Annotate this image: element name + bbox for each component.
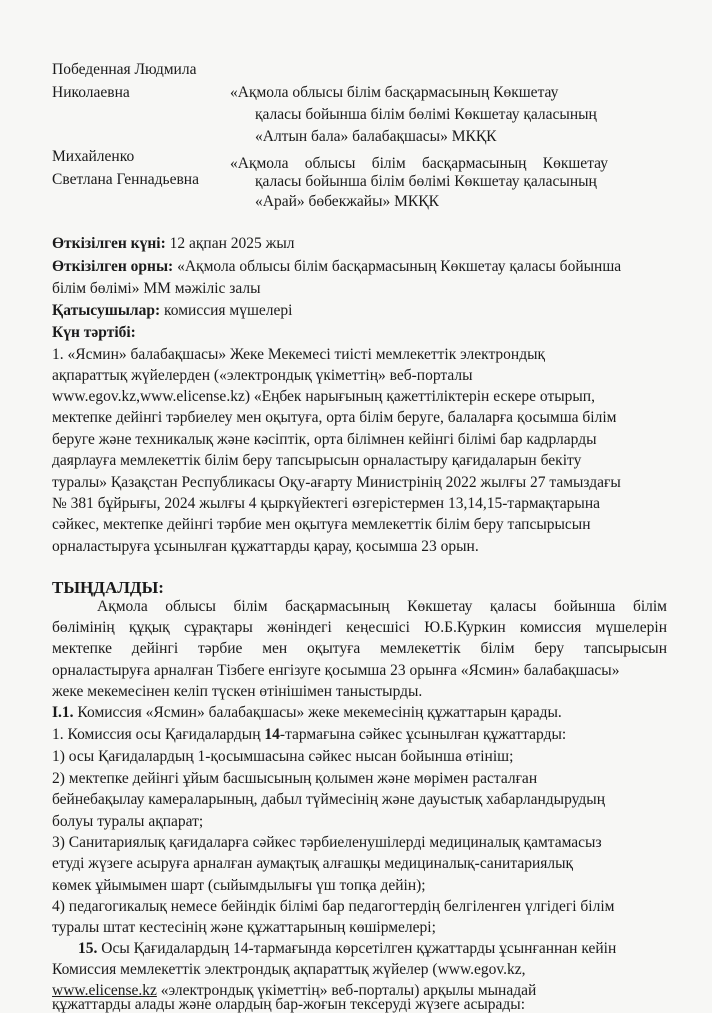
participants-label: Қатысушылар: [52,302,161,319]
agenda-line: орналастыруға ұсынылған құжаттарды қарау, қосымша 23 орын. [52,538,479,555]
point-1 [52,725,566,745]
meeting-date-value: 12 ақпан 2025 жыл [165,235,295,252]
point-15-line-4: құжаттарды алады және олардың бар-жоғын тексеруді жүзеге асырады: [52,996,526,1013]
point-1-text-post: -тармағына сәйкес ұсынылған құжаттарды: [279,726,567,743]
document-item-1: 1) осы Қағидалардың 1-қосымшасына сәйкес нысан бойынша өтініш; [52,748,514,765]
agenda-label: Күн тәртібі: [52,324,136,341]
agenda-line: № 381 бұйрығы, 2024 жылғы 4 қыркүйектегі өзгерістермен 13,14,15-тармақтарына [52,495,601,512]
point-15-text: Осы Қағидалардың 14-тармағында көрсетілген құжаттарды ұсынғаннан кейін [97,940,617,957]
document-item-4-line-1: 4) педагогикалық немесе бейіндік білімі бар педагогтердің белгіленген үлгідегі білім [52,898,615,915]
point-15-line-3-text: «электрондық үкіметтің» веб-порталы) арқылы мынадай [156,982,537,999]
meeting-place-line-1 [52,257,621,277]
meeting-place-value-line-1: «Ақмола облысы білім басқармасының Көкшетау қаласы бойынша [173,258,622,275]
document-item-3-line-2: етуді жүзеге асыруға арналған аумақтық алғашқы медициналық-санитариялық [52,855,574,872]
member-1-org-line-1: «Ақмола облысы білім басқармасының Көкшетау [230,84,559,101]
member-2-name-line-2: Светлана Геннадьевна [52,171,199,188]
document-item-2-line-3: болуы туралы ақпарат; [52,813,204,830]
document-item-3-line-1: 3) Санитариялық қағидаларға сәйкес тәрбиеленушілерді медициналық қамтамасыз [52,834,602,851]
point-1-number: 14 [264,726,280,743]
member-1-name-line-2: Николаевна [52,84,130,101]
agenda-line: 1. «Ясмин» балабақшасы» Жеке Мекемесі тиісті мемлекеттік электрондық [52,346,546,363]
point-15-line-1 [78,939,616,959]
member-2-org-line-3: «Арай» бөбекжайы» МКҚК [255,193,439,210]
participants-value: комиссия мүшелері [160,302,293,319]
meeting-place-line-2: білім бөлімі» ММ мәжіліс залы [52,280,261,297]
heard-paragraph-line: жеке мекемесінен келіп түскен өтінішімен таныстырды. [52,683,423,700]
heard-paragraph-line: Ақмола облысы білім басқармасының Көкшетау қаласы бойынша білім [97,598,667,615]
document-item-2-line-2: бейнебақылау камераларының, дабыл түймесінің және дауыстық хабарландырудың [52,791,605,808]
point-15-line-2: Комиссия мемлекеттік электрондық ақпараттық жүйелер (www.egov.kz, [52,961,526,978]
meeting-place-label: Өткізілген орны: [52,258,174,275]
item-i1-text: Комиссия «Ясмин» балабақшасы» жеке мекемесінің құжаттарын қарады. [73,704,562,721]
item-i1 [52,703,562,723]
agenda-line: туралы» Қазақстан Республикасы Оқу-ағарту Министрінің 2022 жылғы 27 тамыздағы [52,474,621,491]
point-1-text-pre: 1. Комиссия осы Қағидалардың [52,726,265,743]
member-1-name-line-1: Победенная Людмила [52,61,197,78]
document-item-4-line-2: туралы штат кестесінің және құжаттарының көшірмелері; [52,919,436,936]
document-item-2-line-1: 2) мектепке дейінгі ұйым басшысының қолымен және мөрімен расталған [52,770,538,787]
item-i1-number: І.1. [52,704,74,721]
elicense-link[interactable]: www.elicense.kz [52,982,157,999]
heard-paragraph-line: орналастыруға арналған Тізбеге енгізуге қосымша 23 орынға «Ясмин» балабақшасы» [52,662,620,679]
heard-heading: ТЫҢДАЛДЫ: [52,578,164,597]
member-1-org-line-3: «Алтын бала» балабақшасы» МКҚК [255,128,497,145]
member-2-name-line-1: Михайленко [52,148,135,165]
meeting-date-label: Өткізілген күні: [52,235,166,252]
document-item-3-line-3: көмек ұйымымен шарт (сыйымдылығы үш топқа дейін); [52,877,426,894]
agenda-line: ақпараттық жүйелерден («электрондық үкіметтің» веб-порталы [52,367,473,384]
agenda-line: сәйкес, мектепке дейінгі тәрбие мен оқытуға мемлекеттік білім беру тапсырысын [52,516,591,533]
member-2-org-line-1: «Ақмола облысы білім басқармасының Көкшетау [230,155,608,172]
heard-paragraph-line: бөлімінің құқық сұрақтары жөніндегі кеңесшісі Ю.Б.Куркин комиссия мүшелерін [52,619,667,636]
meeting-date [52,234,295,254]
heard-paragraph-line: мектепке дейінгі тәрбие мен оқытуға мемлекеттік білім беру тапсырысын [52,640,667,657]
agenda-line: мектепке дейінгі тәрбиелеу мен оқытуға, орта білім беруге, балаларға қосымша білім [52,409,617,426]
member-2-org-line-2: қаласы бойынша білім бөлімі Көкшетау қаласының [255,173,597,190]
point-15-number: 15. [78,940,98,957]
meeting-participants [52,301,292,321]
agenda-line: www.egov.kz,www.elicense.kz) «Еңбек нарығының қажеттіліктерін ескере отырып, [52,388,595,405]
member-1-org-line-2: қаласы бойынша білім бөлімі Көкшетау қаласының [255,106,597,123]
agenda-line: даярлауға мемлекеттік білім беру тапсырысын орналастыру қағидаларын бекіту [52,452,582,469]
agenda-line: беруге және техникалық және кәсіптік, орта білімнен кейінгі білімі бар кадрларды [52,431,597,448]
